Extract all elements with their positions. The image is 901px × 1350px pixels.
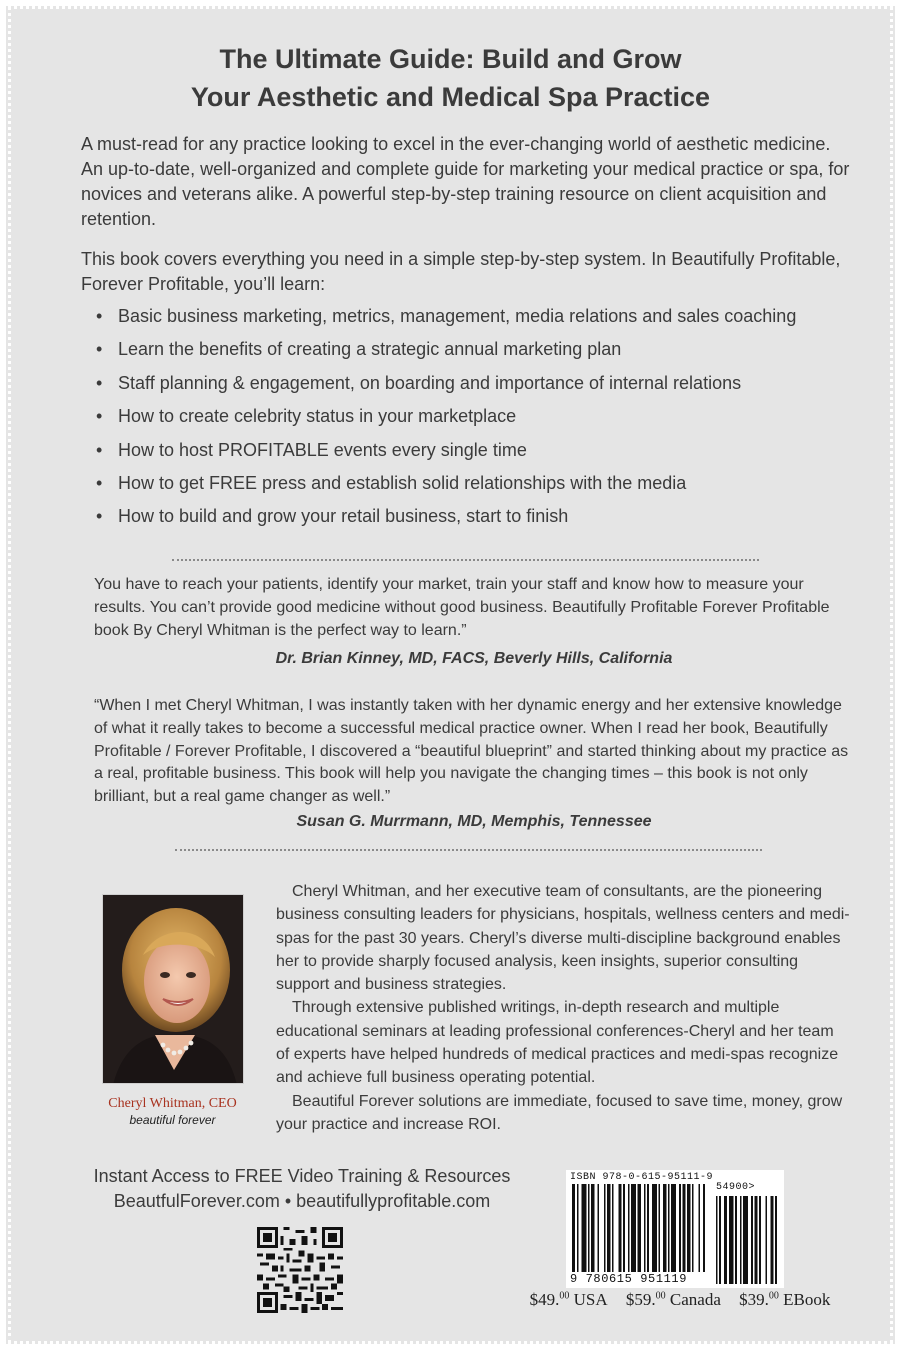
barcode-bar bbox=[618, 1184, 621, 1272]
barcode-bar bbox=[577, 1184, 579, 1272]
author-portrait-illustration bbox=[103, 895, 244, 1084]
barcode-bar bbox=[623, 1184, 625, 1272]
price-usd bbox=[530, 1290, 608, 1309]
bullet-text: Learn the benefits of creating a strategic annual marketing plan bbox=[118, 339, 622, 360]
price-canada bbox=[626, 1290, 721, 1309]
barcode-addon-bar bbox=[716, 1196, 718, 1284]
barcode-bar bbox=[703, 1184, 705, 1272]
barcode-bar bbox=[631, 1184, 636, 1272]
bio-paragraph: Cheryl Whitman, and her executive team of consultants, are the pioneering business consulting leaders for physicians, hospitals, wellness centers and medi-spas for the past 30 years. Cheryl’s diverse multi-discipline background enables her to provide sharply focused analysis, keen insights, superior consulting support and business strategies. bbox=[276, 883, 850, 994]
barcode-addon-bar bbox=[719, 1196, 721, 1284]
price-ebook bbox=[739, 1290, 830, 1309]
author-caption-company: beautiful forever bbox=[129, 1113, 216, 1127]
bullet-text: How to build and grow your retail business, start to finish bbox=[118, 506, 569, 527]
barcode-bar bbox=[612, 1184, 614, 1272]
barcode-addon-label: 54900> bbox=[716, 1182, 756, 1193]
cover-title bbox=[60, 40, 841, 116]
barcode-bar bbox=[658, 1184, 660, 1272]
barcode-number: 9 780615 951119 bbox=[570, 1272, 688, 1286]
price-currency: EBook bbox=[778, 1290, 831, 1309]
qr-code-icon bbox=[257, 1227, 343, 1313]
barcode-bar bbox=[607, 1184, 610, 1272]
price-dollars: $49. bbox=[529, 1290, 560, 1309]
bullet-item bbox=[96, 304, 876, 337]
barcode-bar bbox=[638, 1184, 641, 1272]
barcode-addon-bar bbox=[759, 1196, 761, 1284]
learning-bullet-list bbox=[96, 304, 876, 538]
barcode-addon-bar bbox=[729, 1196, 734, 1284]
bullet-item bbox=[96, 371, 876, 404]
dotted-divider-top bbox=[172, 559, 759, 561]
barcode-bar bbox=[582, 1184, 587, 1272]
author-bio bbox=[276, 880, 850, 1136]
barcode-addon-bar bbox=[754, 1196, 757, 1284]
barcode-addon-bar bbox=[735, 1196, 737, 1284]
barcode-bar bbox=[591, 1184, 594, 1272]
bullet-item bbox=[96, 337, 876, 370]
bullet-text: Basic business marketing, metrics, management, media relations and sales coaching bbox=[118, 306, 797, 326]
title-line-1: The Ultimate Guide: Build and Grow bbox=[219, 44, 682, 74]
bullet-text: How to create celebrity status in your marketplace bbox=[118, 406, 517, 427]
bio-paragraph: Beautiful Forever solutions are immediate, focused to save time, money, grow your practice and increase ROI. bbox=[276, 1092, 843, 1133]
barcode-addon-bar bbox=[751, 1196, 753, 1284]
author-photo bbox=[102, 894, 244, 1084]
bullet-item bbox=[96, 404, 876, 437]
barcode-bar bbox=[668, 1184, 670, 1272]
barcode-bar bbox=[598, 1184, 600, 1272]
bullet-dot: • bbox=[96, 372, 103, 393]
barcode-bar bbox=[698, 1184, 700, 1272]
isbn-label: ISBN 978-0-615-95111-9 bbox=[570, 1172, 714, 1183]
barcode-bar bbox=[647, 1184, 649, 1272]
price-cents: 00 bbox=[655, 1290, 666, 1302]
testimonial-1-text: You have to reach your patients, identify your market, train your staff and know how to measure your results. You can’t provide good medicine without good business. Beautifully Profitable Forever Profitable book By Cheryl Whitman is the perfect way to learn.” bbox=[94, 576, 830, 639]
bullet-dot: • bbox=[96, 306, 103, 326]
price-dollars: $59. bbox=[625, 1290, 656, 1309]
bullet-dot: • bbox=[96, 339, 103, 360]
author-caption-name: Cheryl Whitman, CEO bbox=[108, 1096, 237, 1111]
price-currency: Canada bbox=[665, 1290, 721, 1309]
title-line-2: Your Aesthetic and Medical Spa Practice bbox=[190, 82, 711, 112]
bullet-dot: • bbox=[96, 406, 103, 427]
barcode-addon-bar bbox=[775, 1196, 777, 1284]
price-currency: USA bbox=[569, 1290, 608, 1309]
price-cents: 00 bbox=[768, 1290, 779, 1302]
barcode-bar bbox=[652, 1184, 657, 1272]
barcode-bar bbox=[604, 1184, 606, 1272]
price-cents: 00 bbox=[559, 1290, 570, 1302]
barcode-bar bbox=[692, 1184, 694, 1272]
barcode-addon-bar bbox=[770, 1196, 773, 1284]
bullet-text: How to host PROFITABLE events every single time bbox=[118, 439, 527, 460]
price-list bbox=[500, 1290, 860, 1310]
price-dollars: $39. bbox=[739, 1290, 769, 1309]
access-line-2: BeautfulForever.com • beautifullyprofitable.com bbox=[113, 1191, 491, 1211]
barcode-bar bbox=[572, 1184, 575, 1272]
barcode-bar bbox=[682, 1184, 685, 1272]
bio-paragraph: Through extensive published writings, in-depth research and multiple educational seminars at leading professional conferences-Cheryl and her team of experts have helped hundreds of medical practices and medi-spas recognize and achieve full business operating potential. bbox=[276, 999, 839, 1087]
barcode-addon-bar bbox=[766, 1196, 768, 1284]
testimonial-2-text: “When I met Cheryl Whitman, I was instantly taken with her dynamic energy and her extensive knowledge of what it really takes to become a successful medical practice owner. When I read her book, Beautifully Profitable / Forever Profitable, I discovered a “beautiful blueprint” and started thinking about my practice as a real, profitable business. This book will help you navigate the changing times – this book is not only brilliant, but a real game changer as well.” bbox=[94, 697, 849, 806]
bullet-dot: • bbox=[96, 439, 103, 460]
bullet-dot: • bbox=[96, 506, 103, 527]
barcode-bar bbox=[663, 1184, 666, 1272]
testimonial-1-attribution: Dr. Brian Kinney, MD, FACS, Beverly Hills, California bbox=[275, 650, 673, 667]
bullet-dot: • bbox=[96, 472, 103, 493]
dotted-divider-bottom bbox=[175, 849, 762, 851]
free-access-info bbox=[82, 1164, 522, 1214]
access-line-1: Instant Access to FREE Video Training & Resources bbox=[93, 1166, 511, 1186]
barcode-addon-bar bbox=[743, 1196, 748, 1284]
bullet-item bbox=[96, 504, 876, 537]
barcode-bar bbox=[679, 1184, 681, 1272]
bullet-item bbox=[96, 438, 876, 471]
barcode-addon-bar bbox=[740, 1196, 742, 1284]
intro-paragraph-1: A must-read for any practice looking to excel in the ever-changing world of aesthetic medicine. An up-to-date, well-organized and complete guide for marketing your medical practice or spa, for novices and veterans alike. A powerful step-by-step training resource on client acquisition and retention. bbox=[81, 134, 850, 229]
bullet-text: How to get FREE press and establish solid relationships with the media bbox=[118, 472, 687, 493]
testimonial-2-attribution: Susan G. Murrmann, MD, Memphis, Tennessee bbox=[296, 813, 652, 830]
barcode-bar bbox=[644, 1184, 646, 1272]
barcode-bar bbox=[687, 1184, 690, 1272]
barcode-bar bbox=[671, 1184, 676, 1272]
barcode-bar bbox=[628, 1184, 630, 1272]
intro-paragraph-2: This book covers everything you need in a simple step-by-step system. In Beautifully Profitable, Forever Profitable, you’ll learn: bbox=[81, 249, 841, 294]
barcode-addon-bar bbox=[724, 1196, 727, 1284]
barcode-bar bbox=[588, 1184, 590, 1272]
bullet-text: Staff planning & engagement, on boarding and importance of internal relations bbox=[118, 372, 742, 393]
bullet-item bbox=[96, 471, 876, 504]
author-photo-caption bbox=[90, 1096, 255, 1128]
